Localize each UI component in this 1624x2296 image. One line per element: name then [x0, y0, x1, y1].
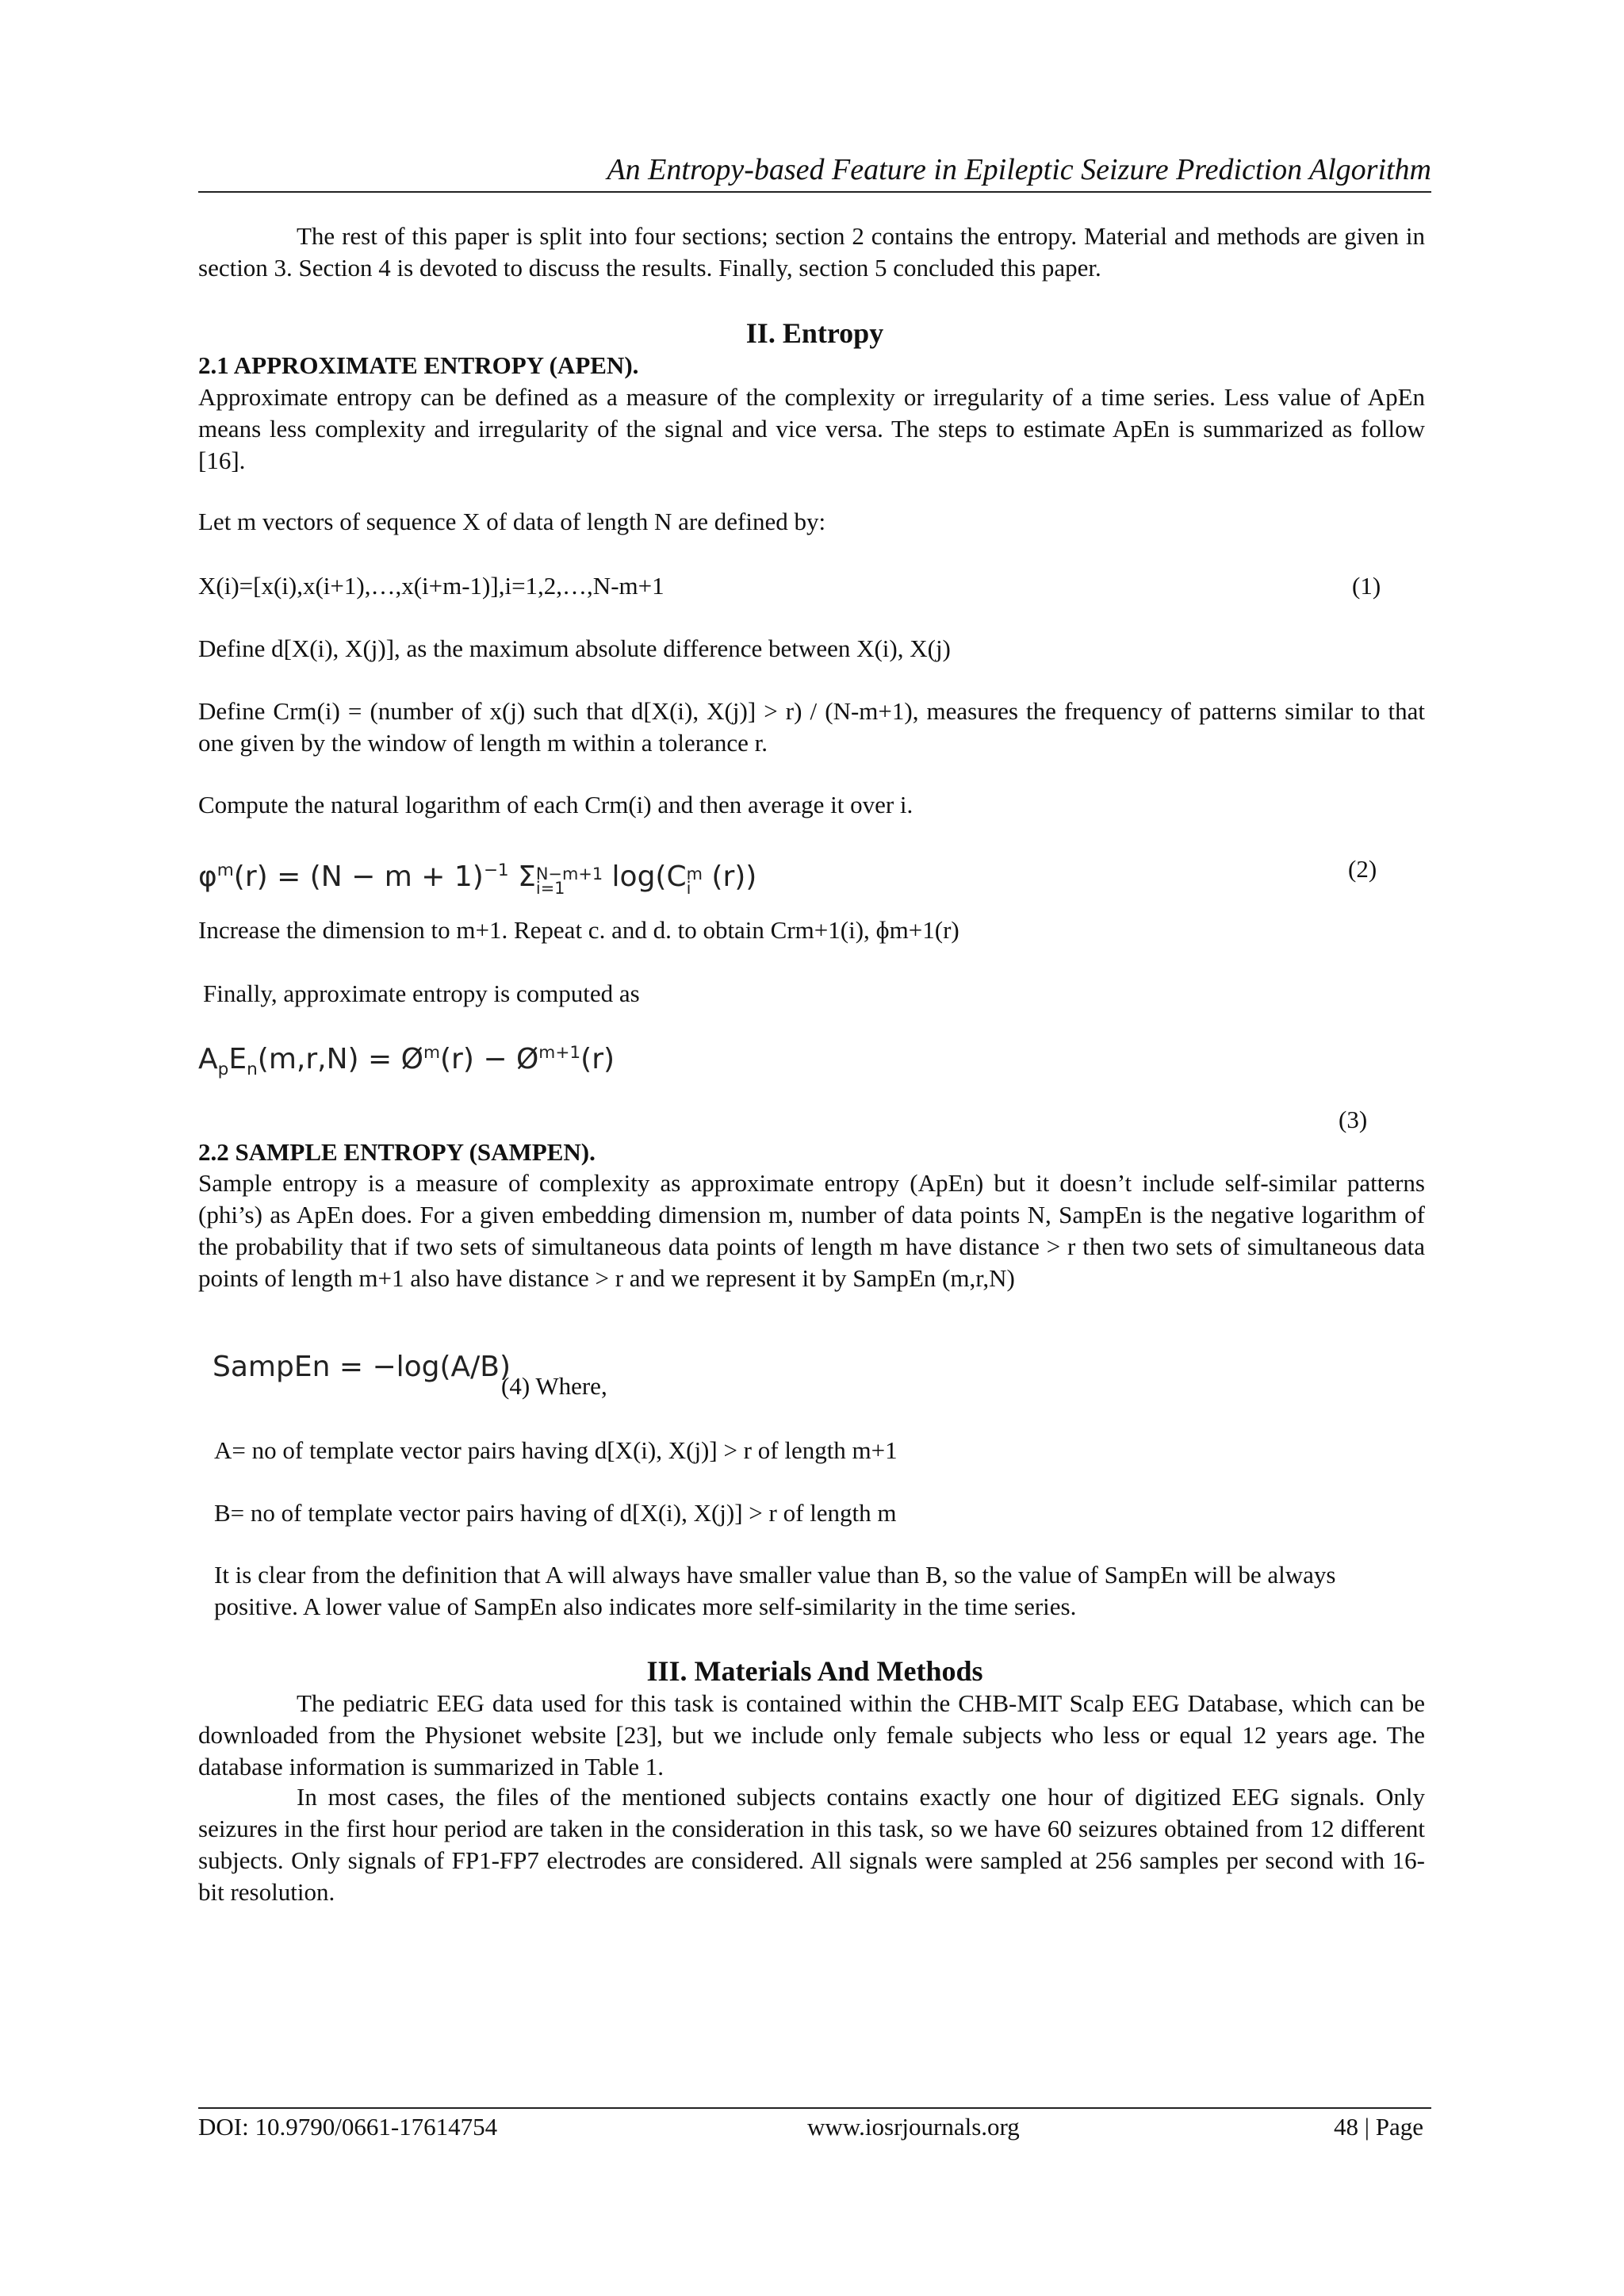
sampen-definition-paragraph: Sample entropy is a measure of complexity as approximate entropy (ApEn) but it doesn’t include self-similar patterns (phi’s) as ApEn does. For a given embedding dimension m, number of data points N, SampEn is the negative logarithm of the probability that if two sets of simultaneous data points of length m have distance > r then two sets of simultaneous data points of length m+1 also have distance > r and we represent it by SampEn (m,r,N): [198, 1169, 1425, 1292]
apen-definition-paragraph: Approximate entropy can be defined as a measure of the complexity or irregularity of a time series. Less value of ApEn means less complexity and irregularity of the signal and vice versa. The steps to estimate ApEn is summarized as follow [16].: [198, 383, 1425, 474]
footer-website: www.iosrjournals.org: [807, 2113, 1020, 2141]
running-title: An Entropy-based Feature in Epileptic Seizure Prediction Algorithm: [607, 153, 1431, 186]
section-3-heading: III. Materials And Methods: [646, 1655, 983, 1687]
equation-3-number: (3): [1339, 1106, 1368, 1133]
equation-2-formula: $\varphi^m(r) = (N - m + 1)^{-1}$ ΣN−m+1 i=1 log(Cm i (r)): [198, 861, 757, 898]
subsection-2-1-heading: 2.1 APPROXIMATE ENTROPY (APEN).: [198, 351, 639, 379]
footer-page-number: 48 | Page: [1334, 2113, 1423, 2141]
section-2-heading: II. Entropy: [745, 317, 884, 349]
finally-paragraph: Finally, approximate entropy is computed as: [203, 979, 640, 1007]
footer-doi: DOI: 10.9790/0661-17614754: [198, 2113, 498, 2141]
crm-definition: Define Crm(i) = (number of x(j) such that d[X(i), X(j)] > r) / (N-m+1), measures the frequency of patterns similar to that one given by the window of length m within a tolerance r.: [198, 697, 1425, 757]
intro-paragraph: The rest of this paper is split into four sections; section 2 contains the entropy. Material and methods are given in section 3. Section 4 is devoted to discuss the results. Finally, section 5 concluded this paper.: [198, 222, 1425, 282]
sampen-positive-paragraph: It is clear from the definition that A will always have smaller value than B, so the value of SampEn will be always positive. A lower value of SampEn also indicates more self-similarity in the time series.: [214, 1561, 1336, 1620]
equation-4-formula: SampEn = −log(A/B): [213, 1351, 511, 1383]
subsection-2-2-heading: 2.2 SAMPLE ENTROPY (SAMPEN).: [198, 1138, 596, 1166]
distance-definition: Define d[X(i), X(j)], as the maximum absolute difference between X(i), X(j): [198, 634, 951, 662]
definition-b: B= no of template vector pairs having of d[X(i), X(j)] > r of length m: [214, 1499, 897, 1527]
log-average-paragraph: Compute the natural logarithm of each Crm(i) and then average it over i.: [198, 791, 914, 818]
equation-3-formula: $A_pE_n(m,r,N)$ = $Ø^m(r)$ − $Ø^{m+1}(r)$: [198, 1043, 615, 1080]
equation-2-number: (2): [1348, 855, 1377, 883]
equation-1-number: (1): [1352, 572, 1381, 600]
header-rule: [198, 191, 1431, 193]
equation-1: X(i)=[x(i),x(i+1),…,x(i+m-1)],i=1,2,…,N-m+1: [198, 572, 665, 600]
equation-4-label: (4) Where,: [501, 1372, 607, 1400]
definition-a: A= no of template vector pairs having d[X(i), X(j)] > r of length m+1: [214, 1436, 898, 1464]
seizures-paragraph: In most cases, the files of the mentioned subjects contains exactly one hour of digitized EEG signals. Only seizures in the first hour period are taken in the consideration in this task, so we have 60 seizures obtained from 12 different subjects. Only signals of FP1-FP7 electrodes are considered. All signals were sampled at 256 samples per second with 16-bit resolution.: [198, 1783, 1425, 1906]
data-paragraph: The pediatric EEG data used for this task is contained within the CHB-MIT Scalp EEG Database, which can be downloaded from the Physionet website [23], but we include only female subjects who less or equal 12 years age. The database information is summarized in Table 1.: [198, 1689, 1425, 1780]
increase-dimension-paragraph: Increase the dimension to m+1. Repeat c. and d. to obtain Crm+1(i), ɸm+1(r): [198, 916, 959, 944]
vectors-paragraph: Let m vectors of sequence X of data of length N are defined by:: [198, 508, 826, 535]
footer-rule: [198, 2107, 1431, 2109]
